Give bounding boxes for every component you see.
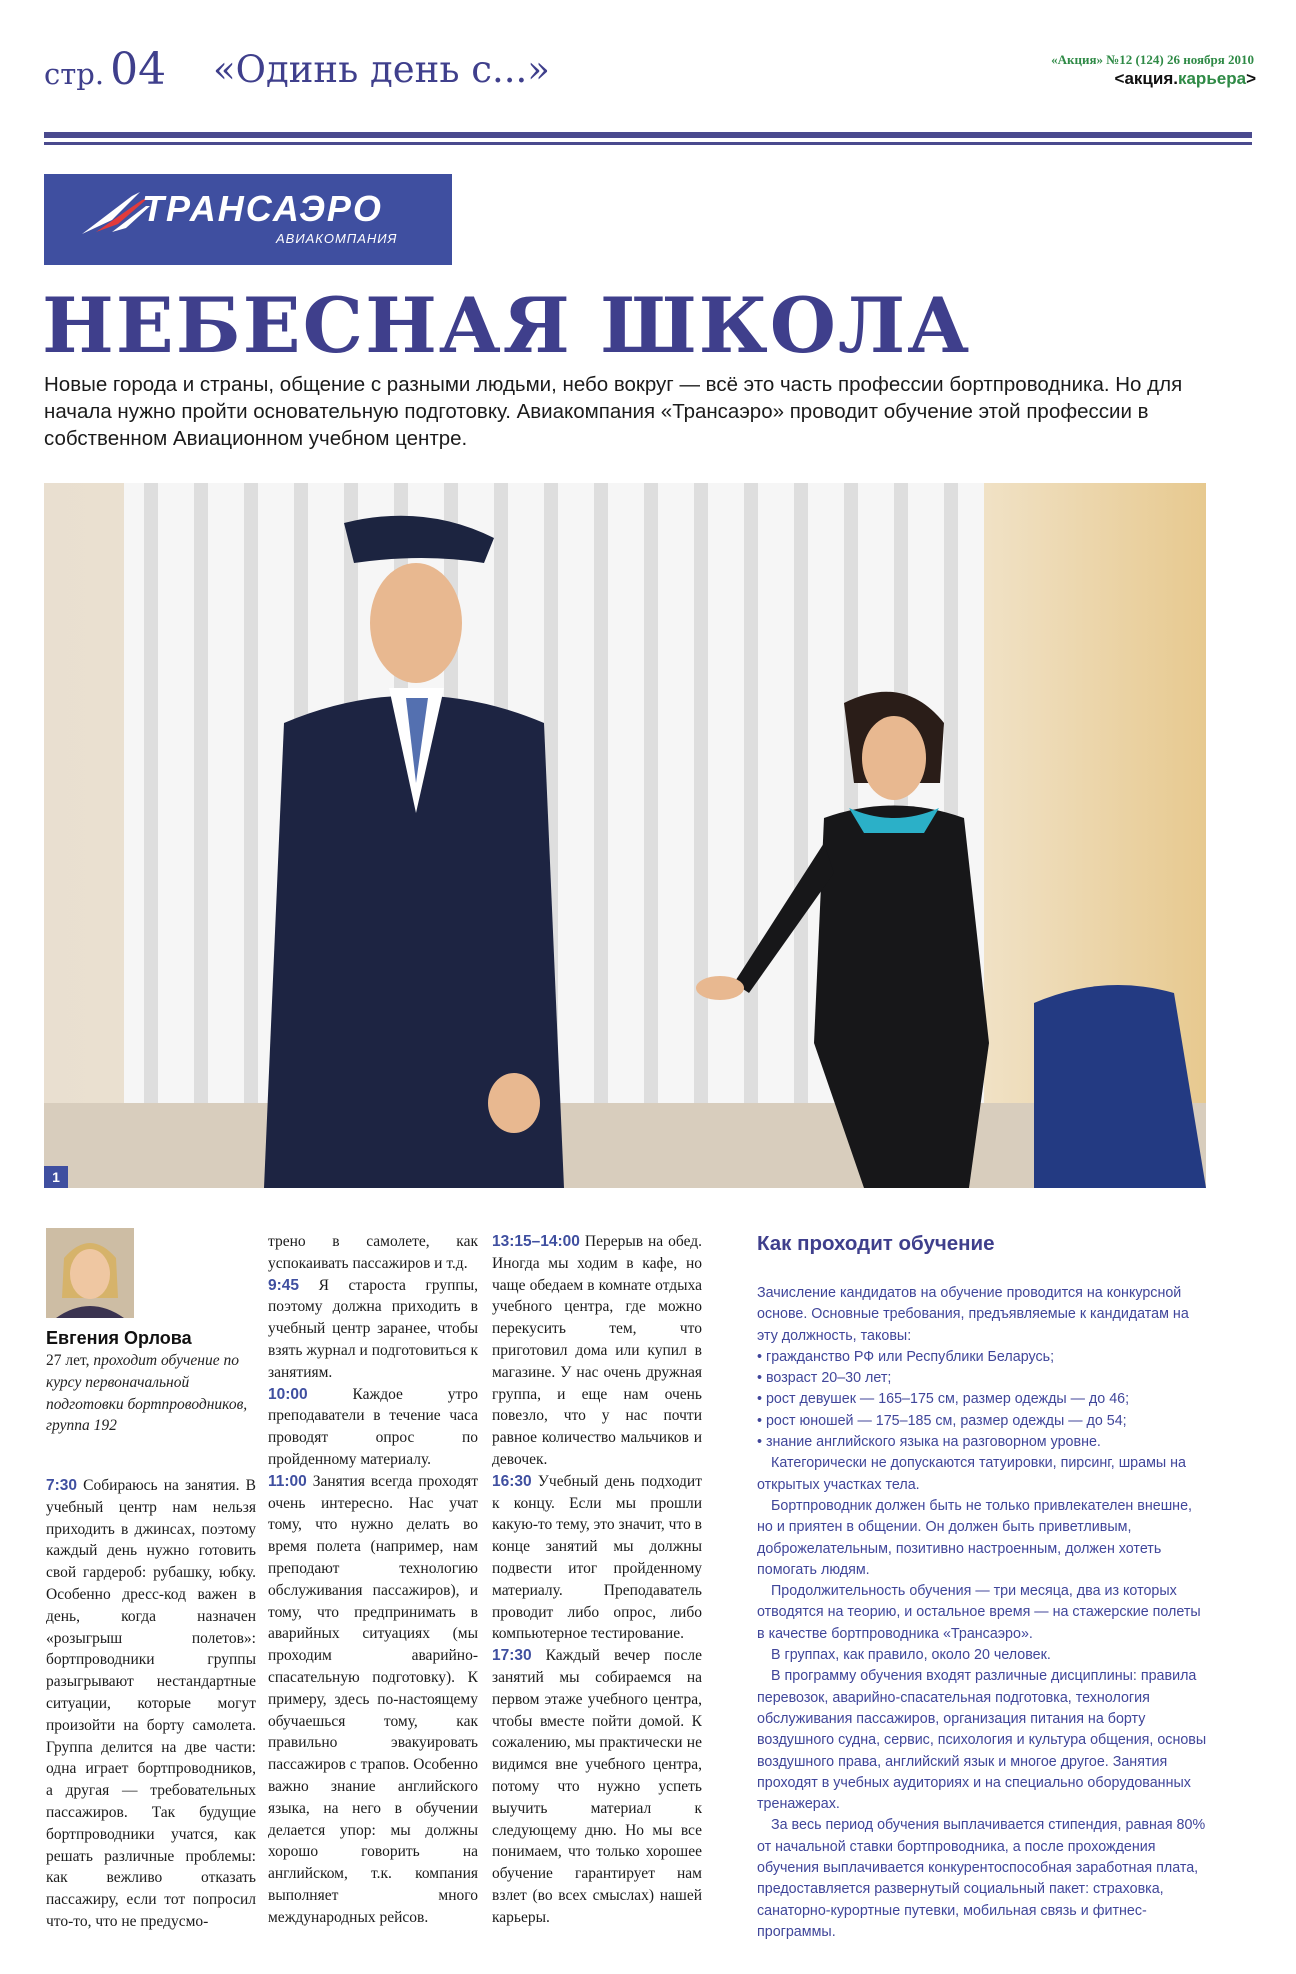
- diary-entry: [492, 1231, 702, 1471]
- person-description: [46, 1350, 256, 1437]
- requirement-item: • рост юношей — 175–185 см, размер одежды — до 54;: [757, 1412, 1127, 1429]
- brand-main: <акция.: [1114, 69, 1178, 88]
- header-rule-thick: [44, 132, 1252, 138]
- issue-info: «Акция» №12 (124) 26 ноября 2010: [1051, 52, 1254, 67]
- avatar: [46, 1228, 134, 1318]
- sidebar-intro: Зачисление кандидатов на обучение проводится на конкурсной основе. Основные требования, предъявляемые к кандидатам на эту должность, таковы:: [757, 1285, 1189, 1344]
- entry-text: Каждое утро преподаватели в течение часа проводят опрос по пройденному материалу.: [268, 1385, 478, 1468]
- entry-text: Я староста группы, поэтому должна приходить в учебный центр заранее, чтобы взять журнал и подготовиться к занятиям.: [268, 1276, 479, 1381]
- diary-entry: [46, 1475, 256, 1933]
- sidebar-paragraph: В программу обучения входят различные дисциплины: правила перевозок, аварийно-спасательная подготовка, технология обслуживания пассажиров, организация питания на борту воздушного судна, сервис, психология и культура общения, основы воздушного права, английский язык и многое другое. Занятия проходят в учебных аудиториях и на специально оборудованных тренажерах.: [757, 1668, 1207, 1813]
- diary-column-2: [268, 1231, 478, 1929]
- diary-entry: [268, 1384, 478, 1471]
- diary-column-3: [492, 1231, 702, 1929]
- page-number-value: 04: [110, 44, 167, 95]
- airline-logo: [44, 174, 452, 265]
- entry-time: 10:00: [268, 1385, 308, 1403]
- rubric-title: «Одинь день с...»: [213, 48, 550, 91]
- brand-accent: карьера: [1177, 69, 1247, 88]
- diary-entry: [268, 1471, 478, 1929]
- entry-time: 9:45: [268, 1276, 300, 1294]
- headline: НЕБЕСНАЯ ШКОЛА: [42, 281, 972, 370]
- diary-entry: [492, 1471, 702, 1645]
- diary-column-1: [46, 1475, 256, 1933]
- sidebar-title: Как проходит обучение: [757, 1232, 995, 1255]
- sidebar-paragraph: За весь период обучения выплачивается стипендия, равная 80% от начальной ставки бортпроводника, а после прохождения обучения выплачивается конкурентоспособная заработная плата, предоставляется развернутый социальный пакет: страховка, санаторно-курортные путевки, мобильная связь и фитнес-программы.: [757, 1817, 1206, 1940]
- lead-paragraph: Новые города и страны, общение с разными людьми, небо вокруг — всё это часть профессии бортпроводника. Но для начала нужно пройти основательную подготовку. Авиакомпания «Трансаэро» проводит обучение этой профессии в собственном Авиационном учебном центре.: [44, 373, 1183, 450]
- entry-text: Каждый вечер после занятий мы собираемся на первом этаже учебного центра, чтобы вместе пойти домой. К сожалению, мы практически не видимся вне учебного центра, потому что нужно успеть выучить материал к следующему дню. Но мы все понимаем, что только хорошее обучение гарантирует нам взлет (во всех смыслах) нашей карьеры.: [492, 1647, 702, 1926]
- main-photo: [44, 483, 1206, 1188]
- sidebar-paragraph: Продолжительность обучения — три месяца, два из которых отводятся на теорию, и остальное время — на стажерские полеты в качестве бортпроводника «Трансаэро».: [757, 1583, 1201, 1642]
- requirement-item: • возраст 20–30 лет;: [757, 1370, 892, 1387]
- brand-logo: [1115, 69, 1256, 89]
- sidebar-paragraph: Бортпроводник должен быть не только привлекателен внешне, но и приятен в общении. Он должен быть приветливым, доброжелательным, позитивно настроенным, должен хотеть помогать людям.: [757, 1497, 1192, 1578]
- entry-time: 17:30: [492, 1647, 532, 1665]
- entry-time: 11:00: [268, 1472, 307, 1490]
- entry-text: Занятия всегда проходят очень интересно. Нас учат тому, что нужно делать во время полета (например, нам преподают технологию обслуживания пассажиров), и тому, что предпринимать в аварийных ситуациях (мы проходим аварийно-спасательную подготовку). К примеру, здесь по-настоящему обучаешься тому, как правильно эвакуировать пассажиров с трапов. Особенно важно знание английского языка, на него в обучении делается упор: мы должны хорошо говорить на английском, т.к. компания выполняет много международных рейсов.: [268, 1472, 478, 1926]
- person-name: Евгения Орлова: [46, 1328, 192, 1348]
- requirement-item: • знание английского языка на разговорном уровне.: [757, 1434, 1101, 1451]
- requirement-item: • гражданство РФ или Республики Беларусь;: [757, 1348, 1055, 1365]
- sidebar-body: [757, 1283, 1209, 1943]
- page-prefix: стр.: [44, 57, 105, 91]
- sidebar-paragraph: Категорически не допускаются татуировки, пирсинг, шрамы на открытых участках тела.: [757, 1455, 1186, 1493]
- entry-time: 16:30: [492, 1472, 532, 1490]
- logo-sub: АВИАКОМПАНИЯ: [276, 231, 398, 246]
- entry-time: 7:30: [46, 1477, 78, 1494]
- diary-continuation: трено в самолете, как успокаивать пассажиров и т.д.: [268, 1233, 478, 1272]
- brand-end: >: [1246, 69, 1256, 88]
- diary-entry: [268, 1275, 478, 1384]
- diary-entry: [492, 1645, 702, 1928]
- entry-text: Перерыв на обед. Иногда мы ходим в кафе, но чаще обедаем в комнате отдыха учебного центра, где можно перекусить тем, что приготовил дома или купил в магазине. У нас очень дружная группа, и еще нам очень повезло, что у нас почти равное количество мальчиков и девочек.: [492, 1233, 702, 1468]
- logo-word: ТРАНСАЭРО: [142, 188, 383, 229]
- page-number: [44, 44, 166, 95]
- swoosh-icon: [82, 192, 150, 234]
- photo-number: 1: [44, 1166, 68, 1188]
- entry-text: Учебный день подходит к концу. Если мы прошли какую-то тему, это значит, что в конце занятий мы должны подвести итог пройденному материалу. Преподаватель проводит либо опрос, либо компьютерное тестирование.: [492, 1472, 703, 1643]
- header-rule-thin: [44, 142, 1252, 145]
- person-role: проходит обучение по курсу первоначальной подготовки бортпроводников, группа 192: [46, 1352, 248, 1435]
- entry-time: 13:15–14:00: [492, 1233, 580, 1250]
- requirement-item: • рост девушек — 165–175 см, размер одежды — до 46;: [757, 1391, 1130, 1408]
- sidebar-paragraph: В группах, как правило, около 20 человек.: [771, 1647, 1051, 1664]
- entry-text: Собираюсь на занятия. В учебный центр нам нельзя приходить в джинсах, поэтому каждый день нужно готовить свой гардероб: рубашку, юбку. Особенно дресс-код важен в день, когда назначен «розыгрыш полетов»: бортпроводники группы разыгрывают нестандартные ситуации, которые могут произойти на борту самолета. Группа делится на две части: одна играет бортпроводников, а другая — требовательных пассажиров. Так будущие бортпроводники учатся, как решать различные проблемы: как вежливо отказать пассажиру, если тот попросил что-то, что не предусмо-: [46, 1477, 256, 1930]
- person-age: 27 лет,: [46, 1352, 90, 1369]
